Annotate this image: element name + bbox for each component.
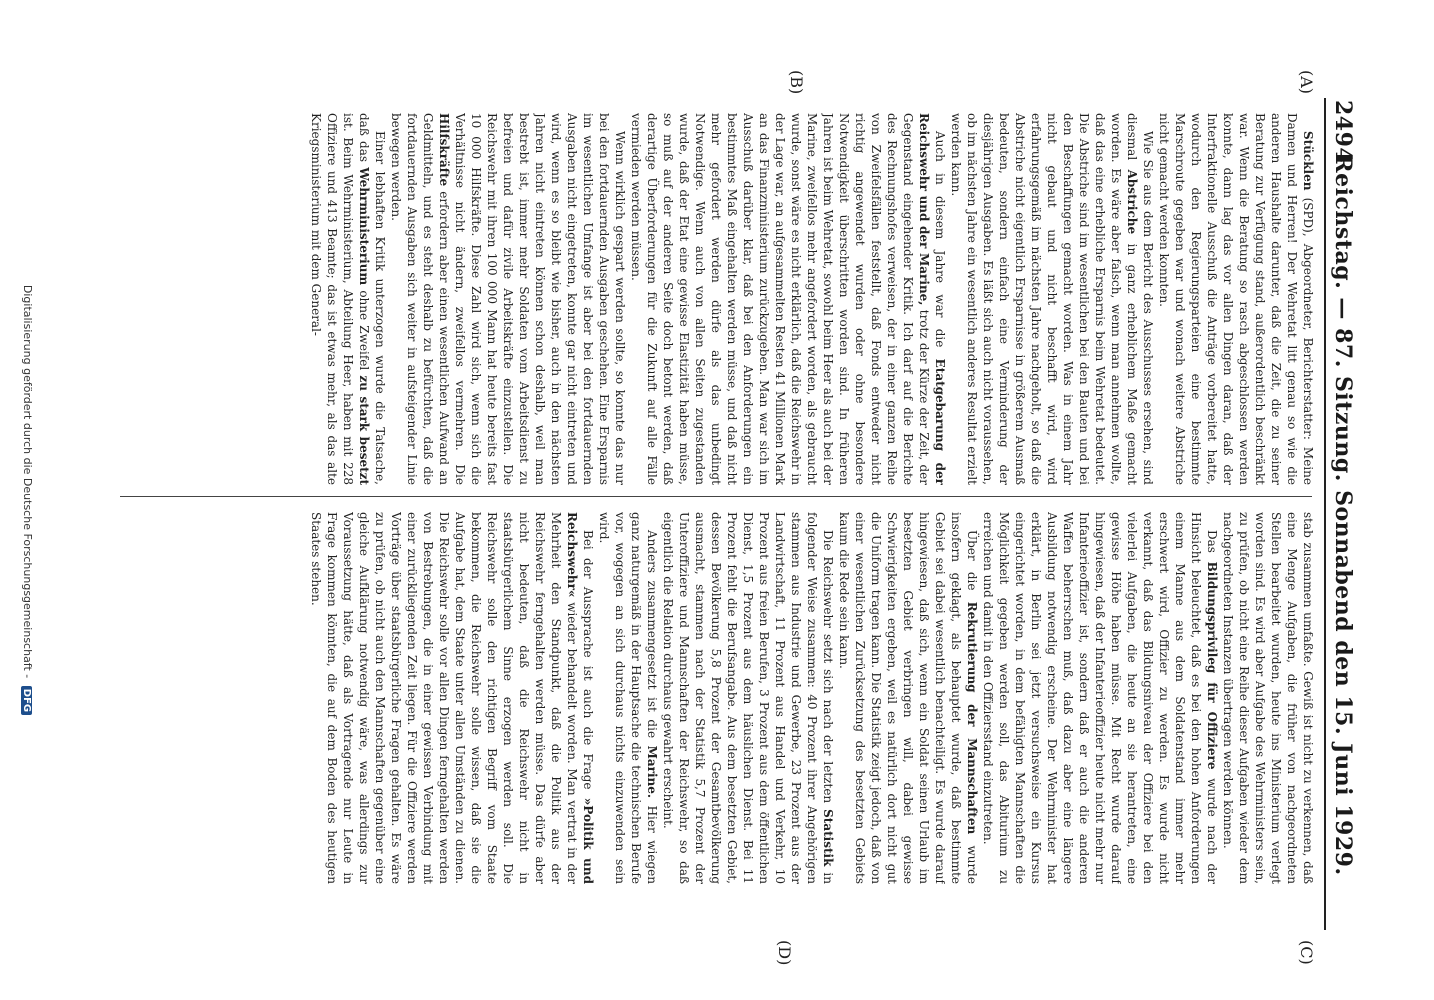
running-title: Reichstag. — 87. Sitzung. Sonnabend den 15. Juni 1929. [1330,154,1356,876]
paragraph-text: trotz der Kürze der Zeit, der Gegenstand eingehender Kritik. Ich darf auf die Berichte des Rechnungshofes verweisen, der in einer ganzen Reihe von Zweifelsfällen feststellt, daß Fonds entweder nicht richtig angewendet wurden oder ohne besondere Notwendigkeit überschritten worden sind. In früheren Jahren ist beim Wehretat, sowohl beim Heer als auch bei der Marine, zweifellos mehr angefordert worden, als gebraucht wurde, sonst wäre es nicht erklärlich, daß die Reichswehr in der Lage war, an aufgesammelten Resten 41 Millionen Mark an das Finanzministerium zurückzugeben. Man war sich im Ausschuß darüber klar, daß bei den Anforderungen ein bestimmtes Maß eingehalten werden müsse, und daß nicht mehr gefordert werden dürfe als das unbedingt Notwendige. Wenn auch von allen Seiten zugestanden wurde, daß der Etat eine gewisse Elastizität haben müsse, so muß auf der anderen Seite doch betont werden, daß derartige Überforderungen für die Zukunft auf alle Fälle vermieden werden müssen. [629,113,931,485]
paragraph-text: erfordern aber einen wesentlichen Aufwand an Geldmitteln, und es steht deshalb zu befürchten, daß die fortdauernden Ausgaben sich weiter in aufsteigender Linie bewegen werden. [389,113,451,485]
emphasis: Bildungsprivileg für Offiziere [1205,561,1219,770]
paragraph [1156,113,1316,485]
emphasis: Abstriche [1125,169,1139,235]
paragraph-text: Bei der Aussprache ist auch die Frage [581,530,595,790]
emphasis: Rekrutierung der Mannschaften [965,601,979,835]
paragraph-text: stab zusammen umfaßte. Gewiß ist nicht zu verkennen, daß eine Menge Aufgaben, die früher von nachgeordneten Stellen bearbeitet wurden, heute ins Ministerium verlegt worden sind. Es wird aber Aufgabe des Wehrministers sein, zu prüfen, ob nicht eine Reihe dieser Aufgaben wieder dem nachgeordneten Instanzen übertragen werden können. [1221,512,1315,884]
credit-text: Digitalisierung gefördert durch die Deutsche Forschungsgemeinschaft - [21,284,34,679]
paragraph [596,512,660,884]
paragraph-text: Das [1205,530,1219,553]
emphasis: Etatgebarung der Reichswehr und der Marine, [917,113,947,485]
paragraph [948,113,1156,485]
paragraph-text: Über die [965,530,979,591]
dfg-logo-icon: DFG [21,686,32,715]
speaker-name: Stücklen [1301,131,1315,191]
digitization-credit [21,0,34,1000]
emphasis: Hilfskräfte [437,113,451,187]
paragraph-text: Wenn wirklich gespart werden sollte, so konnte das nur bei den fortdauernden Ausgaben geschehen. Eine Ersparnis im wesentlichen Umfange ist aber bei den fortdauernden Ausgaben nicht eingetreten, konnte gar nicht eintreten und wird, wenn es so bleibt wie bisher, auch in den nächsten Jahren nicht eintreten können schon deshalb, weil man bestrebt ist, immer mehr Soldaten vom Arbeitsdienst zu befreien und dafür zivile Arbeitskräfte einzustellen. Die Reichswehr mit ihren 100 000 Mann hat heute bereits fast 10 000 Hilfskräfte. Diese Zahl wird sich, wenn sich die Verhältnisse [453,113,627,485]
paragraph [1220,512,1316,884]
paragraph-text: Einer lebhaften Kritik unterzogen wurde die Tatsache, daß das [357,113,387,485]
page-number: 2494 [1330,100,1356,164]
margin-marker-d: (D) [775,940,794,966]
paragraph-text: Wie Sie aus dem Bericht des Ausschusses ersehen, sind diesmal [1125,113,1155,485]
margin-marker-a: (A) [1297,70,1316,95]
paragraph-text: (SPD), Abgeordneter, Berichterstatter: Meine Damen und Herren! Der Wehretat litt genau so wie die anderen Haushalte darunter, daß die Zeit, die zu seiner Beratung zur Verfügung stand, außerordentlich beschränkt war. Wenn die Beratung so rasch abgeschlossen werden konnte, dann lag das vor allen Dingen daran, daß der Interfraktionelle Ausschuß die Anträge vorbereitet hatte, wodurch den Regierungsparteien eine bestimmte Marschroute gegeben war und wonach weitere Abstriche nicht gemacht werden konnten. [1157,113,1315,485]
emphasis: Statistik [821,809,835,867]
page-header [1324,100,1364,930]
right-column [120,512,1316,884]
emphasis: Marine. [645,745,659,799]
paragraph-text: Hier wiegen ganz naturgemäß in der Hauptsache die technischen Berufe vor, wogegen an sich durchaus nichts einzuwenden sein wird. [597,512,659,884]
paragraph-text: nicht ändern, zweifellos vermehren. Die [453,201,467,485]
paragraph-text: wurde nach der Hinsicht beleuchtet, daß es bei den hohen Anforderungen einem Manne aus dem Soldatenstand immer mehr erschwert wird, Offizier zu werden. Es wurde nicht verkannt, daß das Bildungsniveau der Offiziere bei den vielerlei Aufgaben, die heute an sie herantreten, eine gewisse Höhe haben müsse. Mit Recht wurde darauf hingewiesen, daß der Infanterieoffizier heute nicht mehr nur Infanterieoffizier ist, sondern daß er auch die anderen Waffen beherrschen muß, daß dazu aber eine längere Ausbildung notwendig erscheine. Der Wehrminister hat erklärt, in Berlin sei jetzt versuchsweise ein Kursus eingerichtet worden, in dem befähigten Mannschaften die Möglichkeit gegeben werden soll, das Abiturium zu erreichen und damit in den Offiziersstand einzutreten. [981,512,1219,884]
emphasis: Wehrministerium [357,167,371,286]
paragraph-text: wieder behandelt worden. Man vertrat in der Mehrheit den Standpunkt, daß die Politik aus der Reichswehr ferngehalten werden müsse. Das dürfe aber nicht bedeuten, daß die Reichswehr nicht in staatsbürgerlichem Sinne erzogen werden soll. Die Reichswehr solle den richtigen Begriff vom Staate bekommen, die Reichswehr solle wissen, daß sie die Aufgabe hat, dem Staate unter allen Umständen zu dienen. Die Reichswehr solle vor allen Dingen ferngehalten werden von Bestrebungen, die in einer gewissen Verbindung mit einer zurückliegenden Zeit liegen. Für die Offiziere werden Vorträge über staatsbürgerliche Fragen gehalten. Es wäre zu prüfen, ob nicht auch den Mannschaften gegenüber eine gleiche Aufklärung notwendig wäre, was allerdings zur Voraussetzung hätte, daß als Vortragende nur Leute in Frage kommen könnten, die auf dem Boden des heutigen Staates stehen. [309,512,579,884]
paragraph-text: Anders zusammengesetzt ist die [645,530,659,739]
emphasis: zu stark besetzt [357,375,371,485]
paragraph [628,113,948,485]
margin-marker-b: (B) [787,70,806,95]
left-column [120,113,1316,485]
paragraph [836,512,980,884]
paragraph-text: in ganz erheblichem Maße gemacht worden. Es wäre aber falsch, wenn man annehmen wollte, daß das eine erhebliche Ersparnis beim Wehretat bedeutet. Die Abstriche sind im wesentlichen bei den Bauten und bei den Beschaffungen gemacht worden. Was in einem Jahr nicht gebaut und nicht beschafft wird, wird erfahrungsgemäß im nächsten Jahre nachgeholt, so daß die Abstriche nicht eigentlich Ersparnisse in größerem Ausmaß bedeuten, sondern einfach eine Verminderung der diesjährigen Ausgaben. Es läßt sich auch nicht voraussehen, ob im nächsten Jahre ein wesentlich anderes Resultat erzielt werden kann. [949,113,1139,485]
column-divider [120,496,1312,497]
paragraph-text: in folgender Weise zusammen: 40 Prozent ihrer Angehörigen stammen aus Industrie und Gewerbe, 23 Prozent aus der Landwirtschaft, 11 Prozent aus Handel und Verkehr, 10 Prozent aus freien Berufen, 3 Prozent aus dem öffentlichen Dienst, 1,5 Prozent aus dem häuslichen Dienst. Bei 11 Prozent fehlt die Berufsangabe. Aus dem besetzten Gebiet, dessen Bevölkerung 5,8 Prozent der Gesamtbevölkerung ausmacht, stammen nach der Statistik 5,7 Prozent der Unteroffiziere und Mannschaften der Reichswehr, so daß eigentlich die Relation durchaus gewahrt erscheint. [661,512,835,884]
emphasis: »Politik und Reichswehr« [565,512,595,884]
margin-marker-c: (C) [1297,940,1316,965]
paragraph-text: ist. Beim Wehrministerium, Abteilung Heer, haben mit 228 Offiziere und 413 Beamte; das ist etwas mehr, als das alte Kriegsministerium mit dem General- [309,113,355,485]
paragraph [660,512,836,884]
paragraph-text: Die Reichswehr setzt sich nach der letzten [821,530,835,804]
paragraph [980,512,1220,884]
paragraph [308,512,596,884]
paragraph [388,113,628,485]
paragraph [308,113,388,485]
paragraph-text: Auch in diesem Jahre war die [933,131,947,348]
header-rule [1324,98,1326,930]
paragraph-text: ohne Zweifel [357,290,371,371]
paragraph-text: wurde insofern geklagt, als behauptet wurde, daß bestimmte Gebiet sei dabei wesentlich benachteiligt. Es wurde darauf hingewiesen, daß sich, wenn ein Soldat seinen Urlaub im besetzten Gebiet verbringen will, dabei gewisse Schwierigkeiten ergeben, weil es natürlich dort nicht gut die Uniform tragen kann. Die Statistik zeigt jedoch, daß von einer wesentlichen Zurücksetzung des besetzten Gebiets kaum die Rede sein kann. [837,512,979,884]
